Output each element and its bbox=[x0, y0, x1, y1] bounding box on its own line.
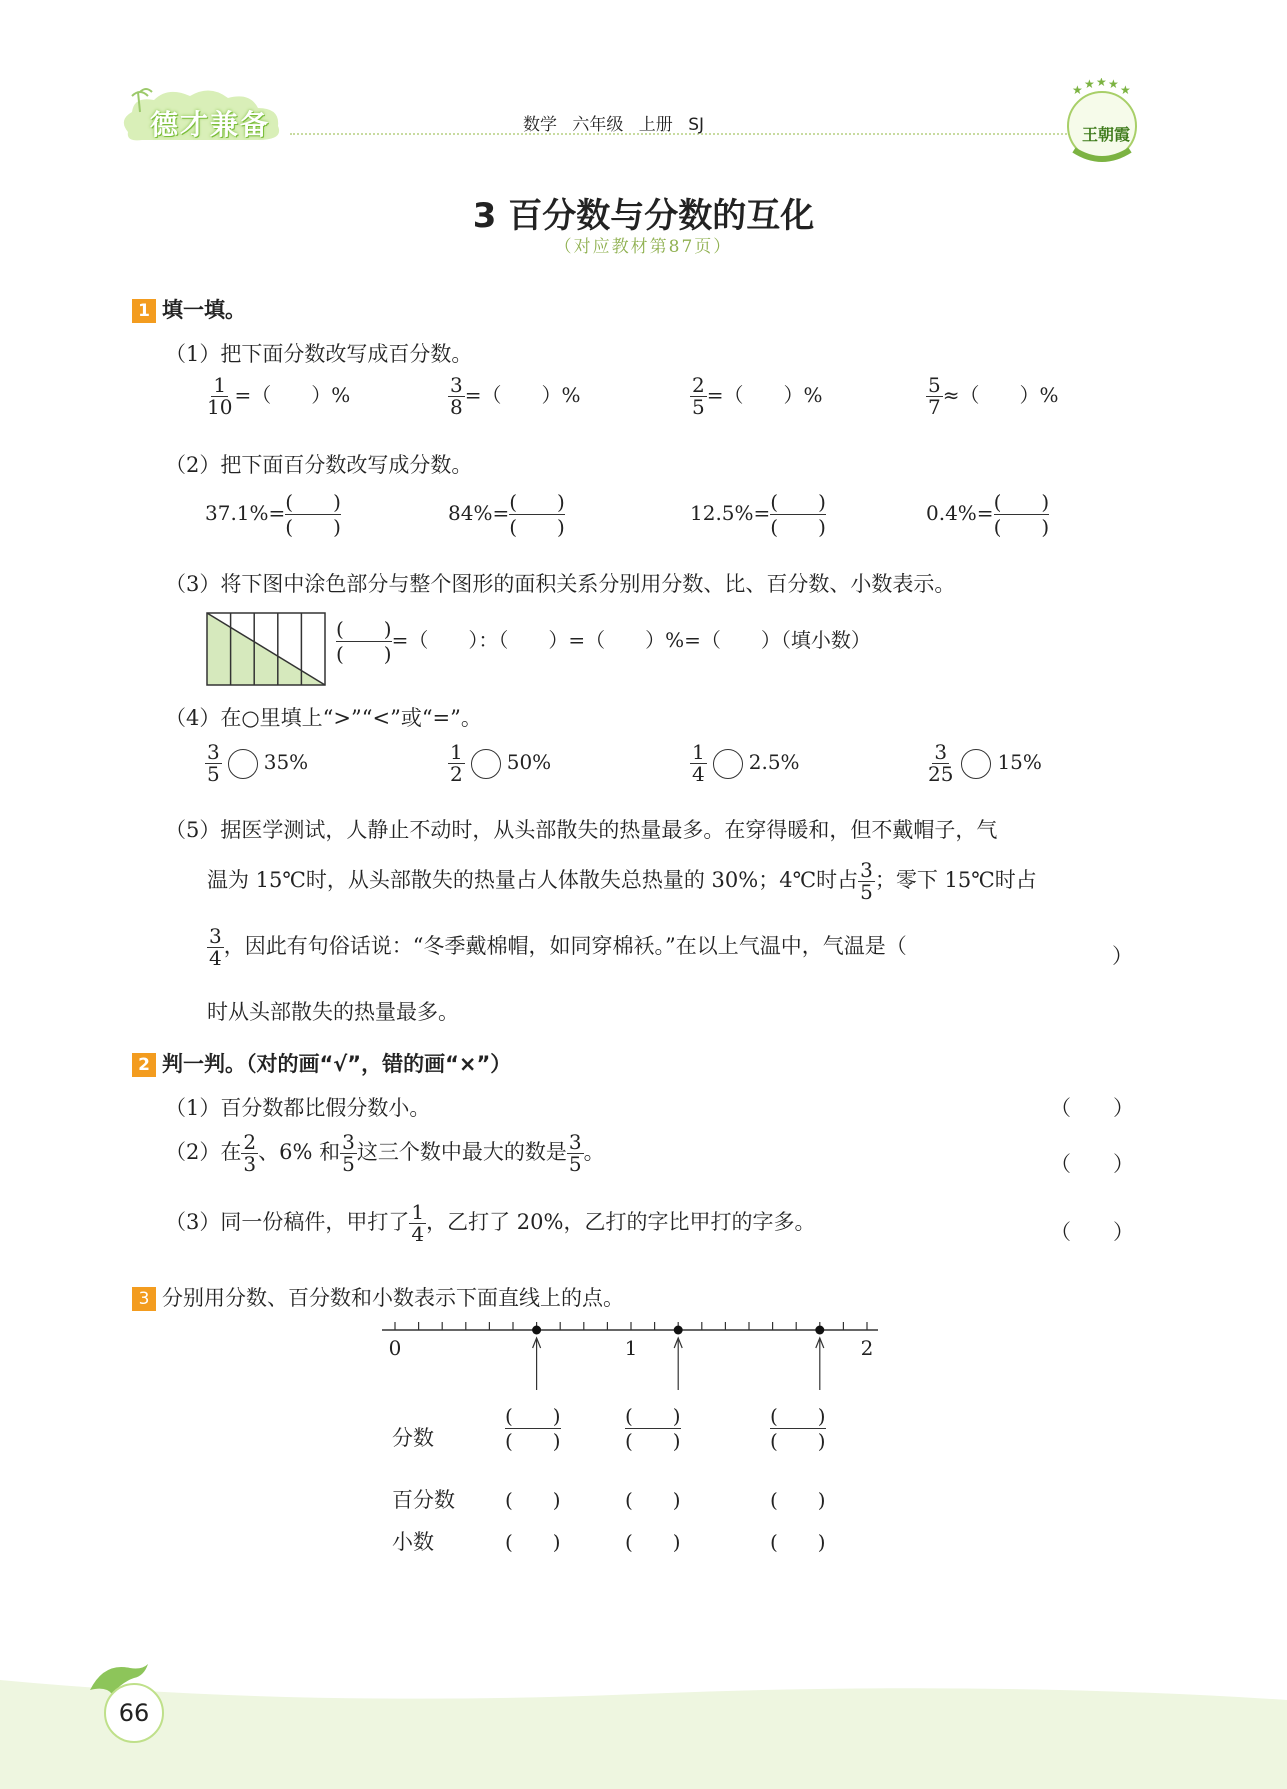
page-title: 3 百分数与分数的互化 bbox=[472, 196, 815, 236]
shaded-grid-figure bbox=[206, 612, 326, 686]
denominator: 25 bbox=[928, 762, 954, 786]
numerator: 3 bbox=[934, 740, 948, 764]
q1-heading-text: 填一填。 bbox=[162, 298, 246, 322]
text: （2）在 bbox=[165, 1140, 242, 1164]
text: ；零下 15℃时占 bbox=[874, 868, 1037, 892]
compare-value: 35% bbox=[263, 750, 309, 774]
blank-denominator[interactable]: ( ) bbox=[993, 515, 1050, 539]
text: 、6% 和 bbox=[258, 1140, 341, 1164]
denominator: 8 bbox=[450, 395, 463, 419]
q3-heading-text: 分别用分数、百分数和小数表示下面直线上的点。 bbox=[162, 1286, 624, 1310]
svg-text:★: ★ bbox=[1096, 78, 1107, 89]
q2-statement-1: （1）百分数都比假分数小。 bbox=[165, 1096, 431, 1120]
denominator: 10 bbox=[207, 395, 233, 419]
percent-blank[interactable]: ( ) bbox=[625, 1488, 681, 1512]
q1-p5-line3 bbox=[207, 926, 1127, 969]
q1-p1-item bbox=[205, 375, 350, 418]
numerator: 3 bbox=[342, 1130, 355, 1154]
answer-fraction[interactable] bbox=[336, 617, 392, 666]
denominator: 5 bbox=[207, 762, 220, 786]
numerator: 1 bbox=[411, 1200, 425, 1224]
percent-value: 84%= bbox=[448, 501, 510, 525]
answer-blank-close[interactable]: ） bbox=[1112, 944, 1133, 968]
answer-blanks[interactable]: =（ ）：（ ）=（ ）%=（ ）（填小数） bbox=[391, 628, 871, 652]
row-label-decimal: 小数 bbox=[392, 1530, 434, 1554]
row-label-fraction: 分数 bbox=[392, 1426, 434, 1450]
blank-denominator[interactable]: ( ) bbox=[625, 1429, 681, 1453]
line-point bbox=[815, 1326, 824, 1335]
svg-text:★: ★ bbox=[1120, 83, 1131, 97]
numerator: 3 bbox=[450, 373, 463, 397]
compare-value: 15% bbox=[997, 750, 1042, 774]
answer-fraction[interactable] bbox=[285, 490, 341, 539]
svg-text:★: ★ bbox=[1108, 78, 1119, 91]
blank-denominator[interactable]: ( ) bbox=[770, 515, 826, 539]
blank-denominator[interactable]: ( ) bbox=[505, 1429, 561, 1453]
q2-heading-text: 判一判。（对的画“√”，错的画“×”） bbox=[162, 1052, 512, 1076]
answer-fraction[interactable] bbox=[625, 1404, 681, 1453]
denominator: 5 bbox=[568, 1152, 582, 1176]
blank-numerator[interactable]: ( ) bbox=[509, 490, 565, 514]
blank-denominator[interactable]: ( ) bbox=[770, 1429, 826, 1453]
number-line bbox=[370, 1310, 890, 1400]
blank-numerator[interactable]: ( ) bbox=[625, 1404, 681, 1428]
page-number: 66 bbox=[104, 1683, 164, 1743]
blank-denominator[interactable]: ( ) bbox=[336, 642, 392, 666]
percent-value: 0.4%= bbox=[926, 501, 994, 525]
line-point bbox=[532, 1326, 541, 1335]
svg-text:★: ★ bbox=[1084, 78, 1095, 91]
footer-background bbox=[0, 1680, 1287, 1789]
denominator: 5 bbox=[342, 1152, 355, 1176]
compare-value: 2.5% bbox=[748, 750, 800, 774]
q3-number: 3 bbox=[132, 1287, 156, 1311]
answer-blank[interactable]: =（ ）% bbox=[706, 383, 823, 407]
q1-p4-label: （4）在○里填上“>”“<”或“=”。 bbox=[165, 706, 482, 730]
blank-denominator[interactable]: ( ) bbox=[509, 515, 565, 539]
percent-blank[interactable]: ( ) bbox=[505, 1488, 561, 1512]
q1-heading bbox=[132, 294, 246, 324]
compare-circle[interactable] bbox=[471, 749, 501, 779]
q1-p2-item bbox=[205, 490, 341, 539]
numerator: 1 bbox=[213, 373, 227, 397]
q1-p4-item bbox=[448, 742, 551, 785]
denominator: 4 bbox=[411, 1222, 425, 1246]
q2-number: 2 bbox=[132, 1053, 156, 1077]
badge-text: 王朝霞 bbox=[1082, 125, 1131, 144]
q3-heading bbox=[132, 1282, 624, 1312]
numerator: 2 bbox=[692, 373, 705, 397]
blank-numerator[interactable]: ( ) bbox=[336, 617, 392, 641]
blank-numerator[interactable]: ( ) bbox=[770, 1404, 826, 1428]
denominator: 5 bbox=[860, 880, 873, 904]
text: （3）同一份稿件，甲打了 bbox=[165, 1210, 410, 1234]
axis-label: 0 bbox=[388, 1336, 402, 1360]
numerator: 3 bbox=[568, 1130, 582, 1154]
answer-fraction[interactable] bbox=[770, 1404, 826, 1453]
percent-value: 37.1%= bbox=[205, 501, 286, 525]
compare-circle[interactable] bbox=[228, 749, 258, 779]
denominator: 4 bbox=[692, 762, 705, 786]
subject-label: 数学 六年级 上册 SJ bbox=[523, 115, 705, 135]
numerator: 3 bbox=[860, 858, 873, 882]
q1-p1-label: （1）把下面分数改写成百分数。 bbox=[165, 342, 473, 366]
judge-blank[interactable]: （ ） bbox=[1050, 1152, 1134, 1176]
text: ，乙打了 20%，乙打的字比甲打的字多。 bbox=[426, 1210, 816, 1234]
numerator: 3 bbox=[209, 924, 222, 948]
q1-p1-item bbox=[690, 375, 823, 418]
q1-p5-line4: 时从头部散失的热量最多。 bbox=[207, 1000, 459, 1024]
text: ，因此有句俗话说：“冬季戴棉帽，如同穿棉袄。”在以上气温中，气温是（ bbox=[223, 934, 907, 958]
q1-p2-item bbox=[690, 490, 826, 539]
row-label-percent: 百分数 bbox=[392, 1488, 455, 1512]
logo-text: 德才兼备 bbox=[150, 108, 271, 141]
blank-numerator[interactable]: ( ) bbox=[505, 1404, 561, 1428]
percent-blank[interactable]: ( ) bbox=[770, 1488, 826, 1512]
numerator: 1 bbox=[692, 740, 705, 764]
text: 这三个数中最大的数是 bbox=[356, 1140, 567, 1164]
compare-circle[interactable] bbox=[961, 749, 991, 779]
answer-blank[interactable]: ≈（ ）% bbox=[942, 383, 1059, 407]
answer-fraction[interactable] bbox=[994, 490, 1050, 539]
axis-label: 2 bbox=[860, 1336, 874, 1360]
decimal-blank[interactable]: ( ) bbox=[770, 1530, 826, 1554]
q1-p1-item bbox=[448, 375, 581, 418]
q2-statement-2 bbox=[165, 1132, 605, 1175]
judge-blank[interactable]: （ ） bbox=[1050, 1220, 1134, 1244]
blank-numerator[interactable]: ( ) bbox=[285, 490, 341, 514]
numerator: 1 bbox=[450, 740, 463, 764]
q1-p3-answer-row bbox=[336, 617, 871, 666]
answer-fraction[interactable] bbox=[505, 1404, 561, 1453]
answer-blank[interactable]: =（ ）% bbox=[234, 383, 351, 407]
q1-p4-item bbox=[205, 742, 308, 785]
q1-p2-label: （2）把下面百分数改写成分数。 bbox=[165, 453, 473, 477]
answer-fraction[interactable] bbox=[770, 490, 826, 539]
judge-blank[interactable]: （ ） bbox=[1050, 1096, 1134, 1120]
denominator: 5 bbox=[692, 395, 705, 419]
denominator: 2 bbox=[450, 762, 463, 786]
numerator: 5 bbox=[928, 373, 941, 397]
q1-p3-label: （3）将下图中涂色部分与整个图形的面积关系分别用分数、比、百分数、小数表示。 bbox=[165, 572, 956, 596]
numerator: 3 bbox=[207, 740, 220, 764]
q2-statement-3 bbox=[165, 1202, 815, 1245]
denominator: 3 bbox=[243, 1152, 257, 1176]
text: 温为 15℃时，从头部散失的热量占人体散失总热量的 30%；4℃时占 bbox=[207, 868, 859, 892]
answer-fraction[interactable] bbox=[509, 490, 565, 539]
blank-denominator[interactable]: ( ) bbox=[285, 515, 341, 539]
axis-label: 1 bbox=[624, 1336, 638, 1360]
q1-p4-item bbox=[690, 742, 800, 785]
q1-number: 1 bbox=[132, 299, 156, 323]
page-subtitle: （对应教材第87页） bbox=[554, 237, 733, 257]
percent-value: 12.5%= bbox=[690, 501, 771, 525]
numerator: 2 bbox=[243, 1130, 257, 1154]
denominator: 4 bbox=[209, 946, 222, 970]
q1-p5-line2 bbox=[207, 860, 1037, 903]
q1-p5-line1: （5）据医学测试，人静止不动时，从头部散失的热量最多。在穿得暖和，但不戴帽子，气 bbox=[165, 818, 998, 842]
q1-p4-item bbox=[926, 742, 1042, 785]
text: 。 bbox=[583, 1140, 605, 1164]
answer-blank[interactable]: =（ ）% bbox=[464, 383, 581, 407]
decimal-blank[interactable]: ( ) bbox=[625, 1530, 681, 1554]
q1-p2-item bbox=[926, 490, 1049, 539]
svg-text:★: ★ bbox=[1072, 83, 1083, 97]
decimal-blank[interactable]: ( ) bbox=[505, 1530, 561, 1554]
q1-p1-item bbox=[926, 375, 1059, 418]
compare-value: 50% bbox=[506, 750, 552, 774]
q1-p2-item bbox=[448, 490, 565, 539]
q2-heading bbox=[132, 1048, 511, 1078]
denominator: 7 bbox=[928, 395, 941, 419]
line-point bbox=[674, 1326, 683, 1335]
blank-numerator[interactable]: ( ) bbox=[770, 490, 826, 514]
blank-numerator[interactable]: ( ) bbox=[993, 490, 1050, 514]
compare-circle[interactable] bbox=[713, 749, 743, 779]
